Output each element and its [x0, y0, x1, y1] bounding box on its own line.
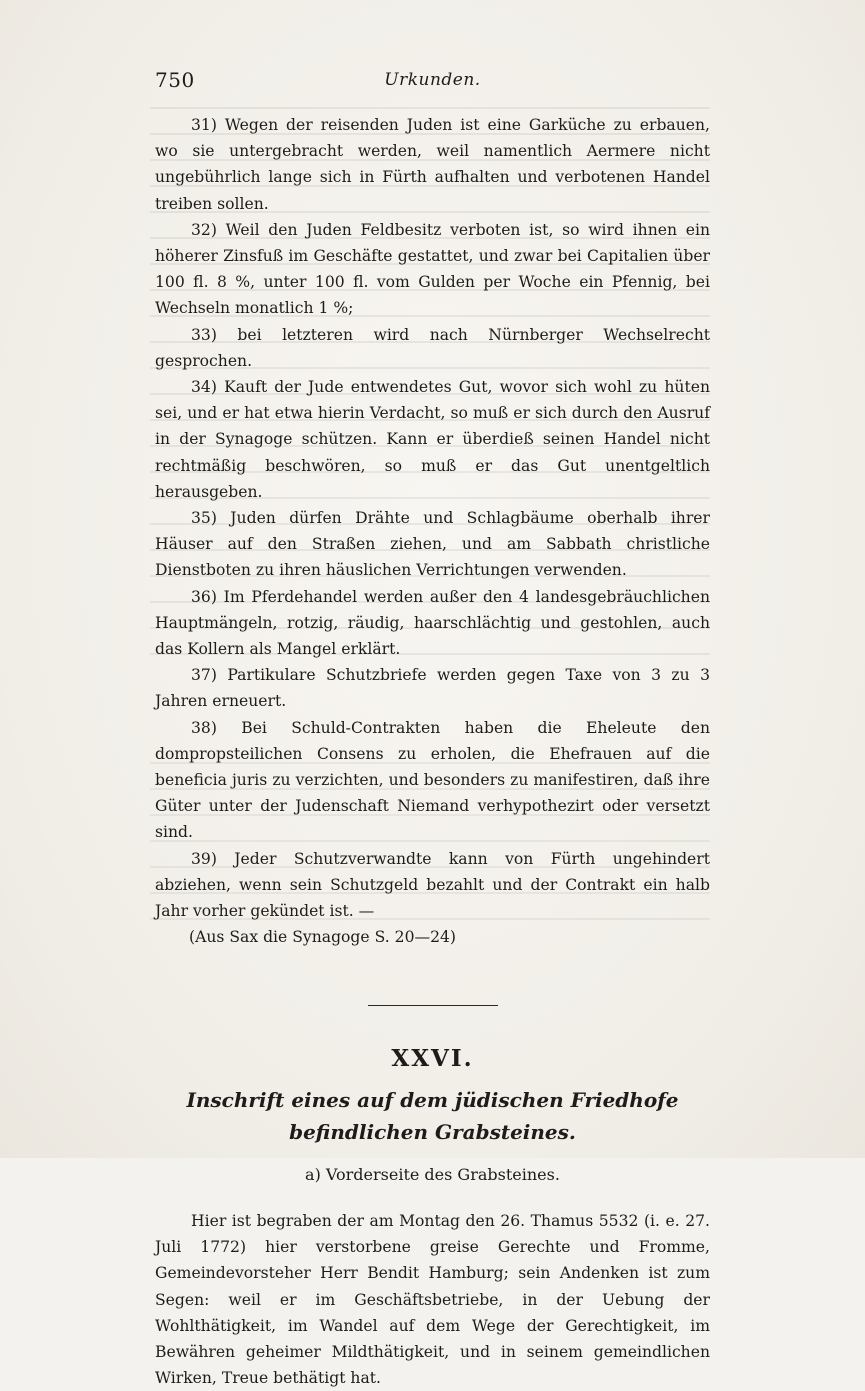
paragraph-35: 35) Juden dürfen Drähte und Schlagbäume oberhalb ihrer Häuser auf den Straßen ziehen, und am Sabbath christliche Dienstboten zu ihren häuslichen Verrichtungen verwenden. [155, 509, 710, 580]
paragraph-36: 36) Im Pferdehandel werden außer den 4 landesgebräuchlichen Hauptmängeln, rotzig, räudig, haarschlächtig und gestohlen, auch das Kollern als Mangel erklärt. [155, 587, 710, 659]
section-title: Inschrift eines auf dem jüdischen Friedhofe befindlichen Grabsteines. [186, 1087, 679, 1144]
section-divider [368, 1005, 498, 1006]
page-header [155, 68, 710, 98]
paragraph-31: 31) Wegen der reisenden Juden ist eine Garküche zu erbauen, wo sie untergebracht werden, weil namentlich Aermere nicht ungebührlich lange sich in Fürth aufhalten und verbotenen Handel treiben sollen. [155, 116, 710, 213]
page-body [155, 112, 710, 1391]
paragraph-32: 32) Weil den Juden Feldbesitz verboten ist, so wird ihnen ein höherer Zinsfuß im Geschäfte gestattet, und zwar bei Capitalien über 100 fl. 8 %, unter 100 fl. vom Gulden per Woche ein Pfennig, bei Wechseln monatlich 1 %; [155, 220, 710, 318]
paragraph-37: 37) Partikulare Schutzbriefe werden gegen Taxe von 3 zu 3 Jahren erneuert. [155, 666, 710, 711]
paragraph-39: 39) Jeder Schutzverwandte kann von Fürth ungehindert abziehen, wenn sein Schutzgeld bezahlt und der Contrakt ein halb Jahr vorher gekündet ist. — [155, 849, 710, 921]
section-numeral: XXVI. [391, 1044, 474, 1072]
running-head: Urkunden. [384, 70, 481, 90]
paragraph-33: 33) bei letzteren wird nach Nürnberger Wechselrecht gesprochen. [155, 325, 710, 370]
source-note: (Aus Sax die Synagoge S. 20—24) [189, 928, 457, 947]
paragraph-38: 38) Bei Schuld-Contrakten haben die Eheleute den dompropsteilichen Consens zu erholen, die Ehefrauen auf die beneficia juris zu verzichten, und besonders zu manifestiren, daß ihre Güter unter der Judenschaft Niemand verhypothezirt oder versetzt sind. [155, 718, 710, 842]
page-number: 750 [155, 68, 195, 92]
inscription-text: Hier ist begraben der am Montag den 26. Thamus 5532 (i. e. 27. Juli 1772) hier verstorbene greise Gerechte und Fromme, Gemeindevorsteher Herr Bendit Hamburg; sein Andenken ist zum Segen: weil er im Geschäftsbetriebe, in der Uebung der Wohlthätigkeit, im Wandel auf dem Wege der Gerechtigkeit, im Bewähren geheimer Mildthätigkeit, und in seinem gemeindlichen Wirken, Treue bethätigt hat. [155, 1211, 710, 1388]
paragraph-34: 34) Kauft der Jude entwendetes Gut, wovor sich wohl zu hüten sei, und er hat etwa hierin Verdacht, so muß er sich durch den Ausruf in der Synagoge schützen. Kann er überdieß seinen Handel nicht rechtmäßig beschwören, so muß er das Gut unentgeltlich herausgeben. [155, 378, 710, 501]
section-subheading: a) Vorderseite des Grabsteines. [305, 1164, 560, 1184]
